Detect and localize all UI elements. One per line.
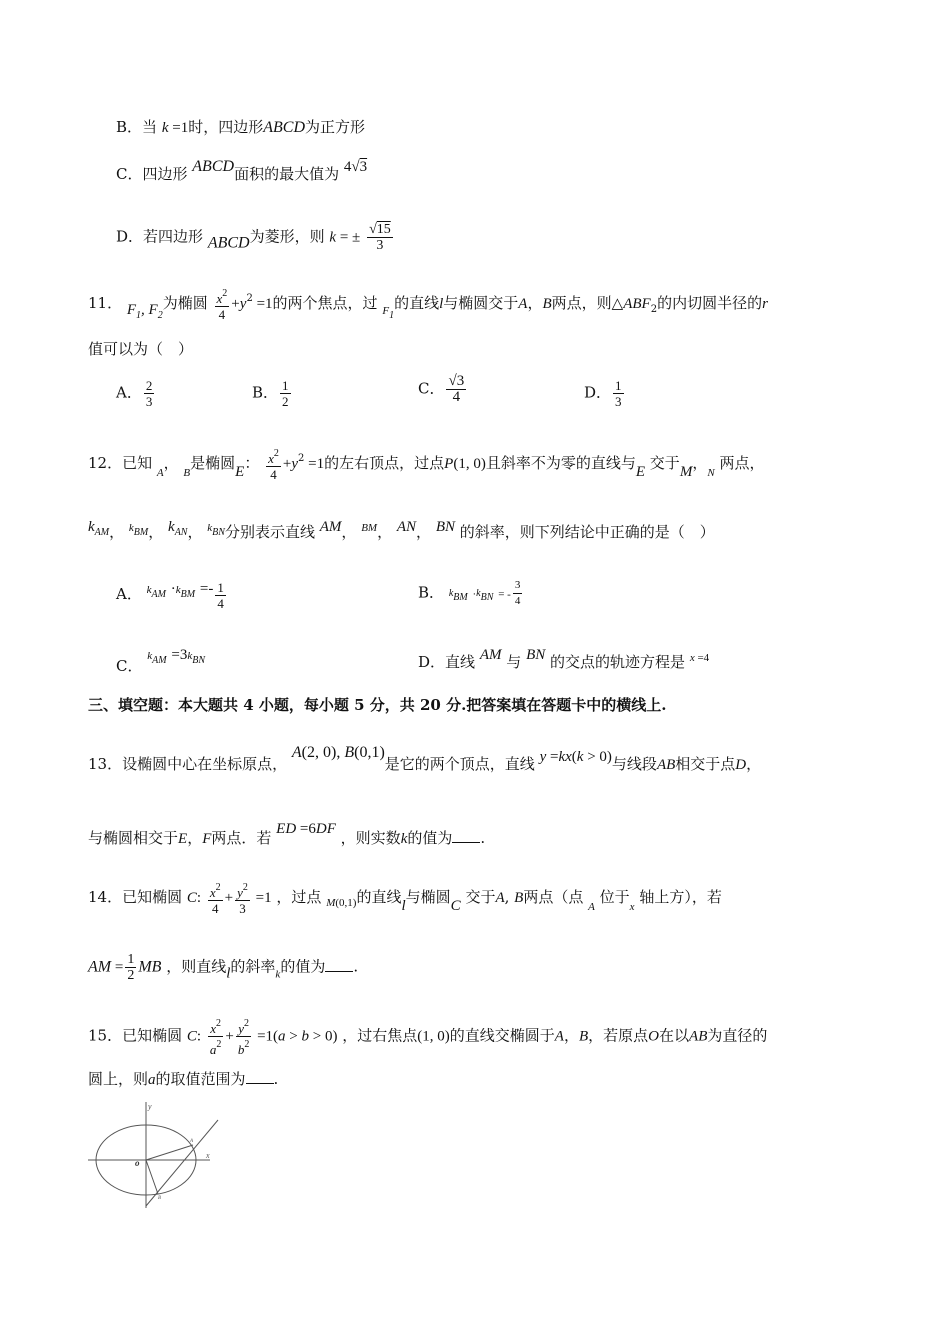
q12-option-b: B． kBM ·kBN = - $\frac{3}{4}$ xyxy=(418,579,521,607)
q11-option-b: B． $\frac{1}{2}$ xyxy=(252,378,289,409)
q13-stem-line1: 13．设椭圆中心在坐标原点， A(2, 0), B(0,1)是它的两个顶点，直线 y =kx(k > 0)与线段AB相交于点D， xyxy=(88,744,762,773)
q12-stem-line1: 12．已知 $_A$， $_B$是椭圆E： $\frac{x^2}{4}$ $+y^2 =1$的左右顶点，过点P(1, 0)且斜率不为零的直线与E 交于M，$_N$ 两点， xyxy=(88,448,765,482)
point-b-label: B xyxy=(158,1196,162,1201)
q14-stem-line2: AM = $\frac{1}{2}$ MB ，则直线l的斜率$_k$的值为 . xyxy=(88,952,359,983)
q12-stem-line2: $k_{AM}$， $^{kBM}$， $k_{AN}$， $^{kBN}$分别表示直线 AM， $^{BM}$， AN， BN 的斜率，则下列结论中正确的是（ ） xyxy=(88,519,715,541)
point-a-label: A xyxy=(190,1139,194,1144)
q12-option-d: D．直线 AM 与 BN 的交点的轨迹方程是 $^x$ $^{=4}$ xyxy=(418,647,710,671)
section-3-heading: 三、填空题：本大题共 4 小题，每小题 5 分，共 20 分.把答案填在答题卡中的横线上. xyxy=(88,696,667,714)
q12-option-c: C． $^{kAM} =3^{kBN}$ xyxy=(116,647,206,675)
q14-answer-blank xyxy=(325,957,353,972)
q11-option-d: D． $\frac{1}{3}$ xyxy=(584,378,622,409)
q15-answer-blank xyxy=(246,1069,274,1084)
q15-stem-line1: 15．已知椭圆 C: $\frac{x^2}{a^2}$ + $\frac{y^2}{b^2}$ =1(a > b > 0) ，过右焦点(1, 0)的直线交椭圆于A，B，若原点O在以AB为直径的 xyxy=(88,1018,768,1057)
q10-option-d: D．若四边形 ABCD为菱形，则 k = ± $\frac{√15}{3}$ xyxy=(116,222,391,253)
q13-stem-line2: 与椭圆相交于E，F两点．若 ED =6DF ，则实数k的值为 . xyxy=(88,821,486,847)
q13-answer-blank xyxy=(452,828,480,843)
y-axis-label: y xyxy=(148,1102,152,1111)
x-axis-label: x xyxy=(206,1151,210,1160)
q11-stem-line1: 11． $F_1$, $F_2$为椭圆 $\frac{x^2}{4}$ $+y^2 =1$的两个焦点，过 $_{F1}$的直线l与椭圆交于A，B两点，则$\triangle ABF_2$的内切圆半径的r xyxy=(88,288,768,322)
q15-stem-line2: 圆上，则a的取值范围为 . xyxy=(88,1070,279,1088)
origin-label: o xyxy=(135,1158,140,1168)
chord-line xyxy=(146,1120,218,1206)
q10-option-c: C．四边形 ABCD面积的最大值为 4√3 xyxy=(116,158,368,183)
q12-option-a: A． $^{kAM}$ ·$^{kBM}$ =- $\frac{1}{4}$ xyxy=(116,579,224,611)
q14-stem-line1: 14．已知椭圆 C: $\frac{x^2}{4}$ + $\frac{y^2}{3}$ =1 ，过点 $_{M(0,1)}$的直线l与椭圆C 交于A, B两点（点 $_A$ 位于$_x$ 轴上方），若 xyxy=(88,882,722,916)
segment-ob xyxy=(146,1160,158,1194)
q11-option-a: A． $\frac{2}{3}$ xyxy=(116,378,153,409)
q11-option-c: C． $\frac{√3}{4}$ xyxy=(418,373,465,405)
ellipse-figure xyxy=(86,1098,226,1210)
q10-option-b: B．当 k =1时，四边形ABCD为正方形 xyxy=(116,118,366,136)
q11-stem-line2: 值可以为（ ） xyxy=(88,340,194,358)
